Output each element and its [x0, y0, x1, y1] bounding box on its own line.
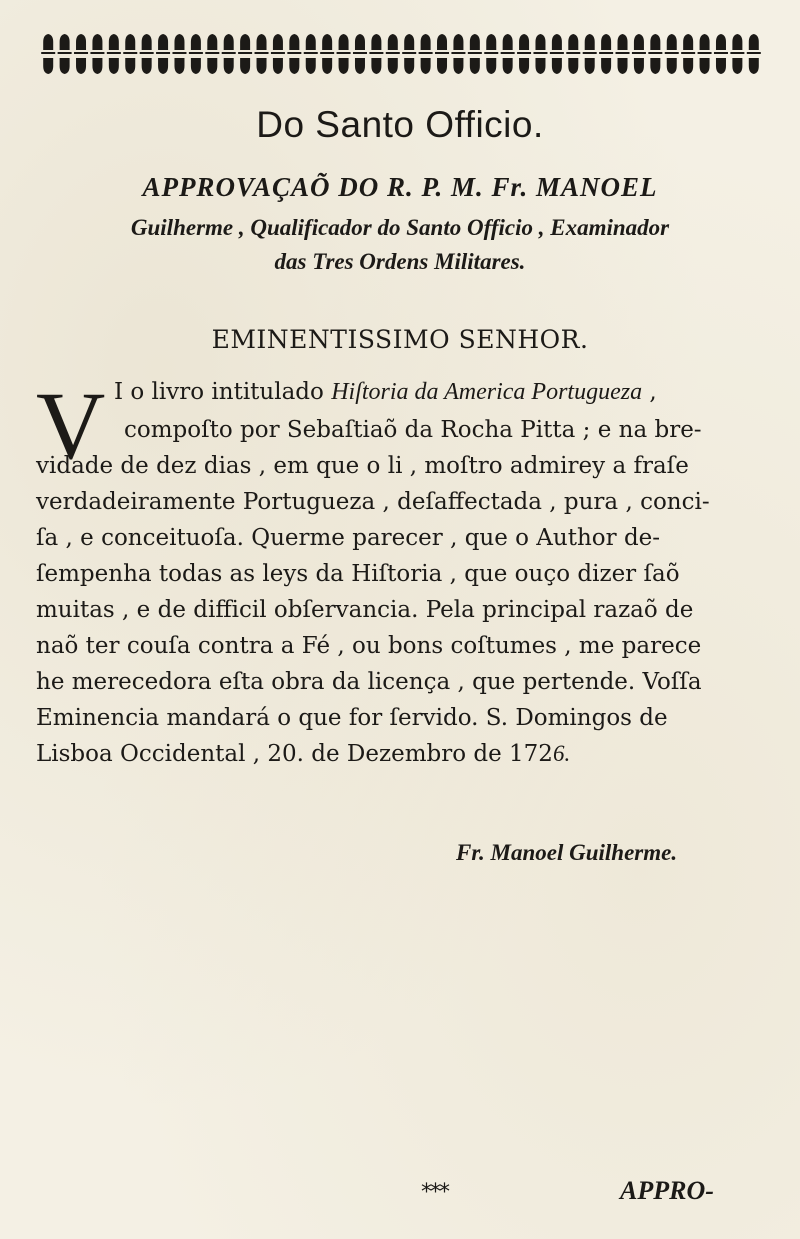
book-title: Hiſtoria da America Portugueza: [331, 379, 643, 405]
salutation: EMINENTISSIMO SENHOR.: [211, 325, 589, 354]
body-line-2: compoſto por Sebaſtiaõ da Rocha Pitta ; e na bre-: [124, 417, 702, 443]
body-line-5: ſa , e conceituoſa. Querme parecer , que o Author de-: [36, 525, 661, 551]
body-line-9: he merecedora eſta obra da licença , que pertende. Voſſa: [36, 669, 702, 695]
body-line-1: [114, 379, 657, 406]
approval-heading-line-1: APPROVAÇAÕ DO R. P. M. Fr. MANOEL: [142, 172, 658, 202]
body-line-1-punct: ,: [642, 379, 657, 405]
body-line-11: [36, 741, 570, 767]
body-line-11-text: Lisboa Occidental , 20. de Dezembro de 172: [36, 741, 553, 767]
body-line-10: Eminencia mandará o que for ſervido. S. Domingos de: [36, 705, 668, 731]
printers-ornament-band-icon: [40, 30, 762, 78]
page-title: Do Santo Officio.: [256, 104, 544, 145]
asterism: ***: [421, 1180, 448, 1205]
catchword: APPRO-: [620, 1176, 714, 1205]
approval-heading-line-3: das Tres Ordens Militares.: [274, 249, 526, 274]
signature: Fr. Manoel Guilherme.: [456, 840, 678, 865]
approval-heading-line-2: Guilherme , Qualificador do Santo Officio , Examinador: [130, 215, 670, 240]
year-digit: 6.: [552, 741, 571, 766]
drop-capital: V: [36, 372, 106, 479]
body-line-4: verdadeiramente Portugueza , deſaffectada , pura , conci-: [36, 489, 710, 515]
body-line-7: muitas , e de difficil obſervancia. Pela principal razaõ de: [36, 597, 694, 623]
body-line-8: naõ ter couſa contra a Fé , ou bons coſtumes , me parece: [36, 633, 702, 659]
body-line-3: vidade de dez dias , em que o li , moſtro admirey a fraſe: [36, 453, 689, 479]
body-line-1-text: I o livro intitulado: [114, 379, 332, 405]
body-line-6: ſempenha todas as leys da Hiſtoria , que ouço dizer ſaõ: [36, 561, 680, 587]
